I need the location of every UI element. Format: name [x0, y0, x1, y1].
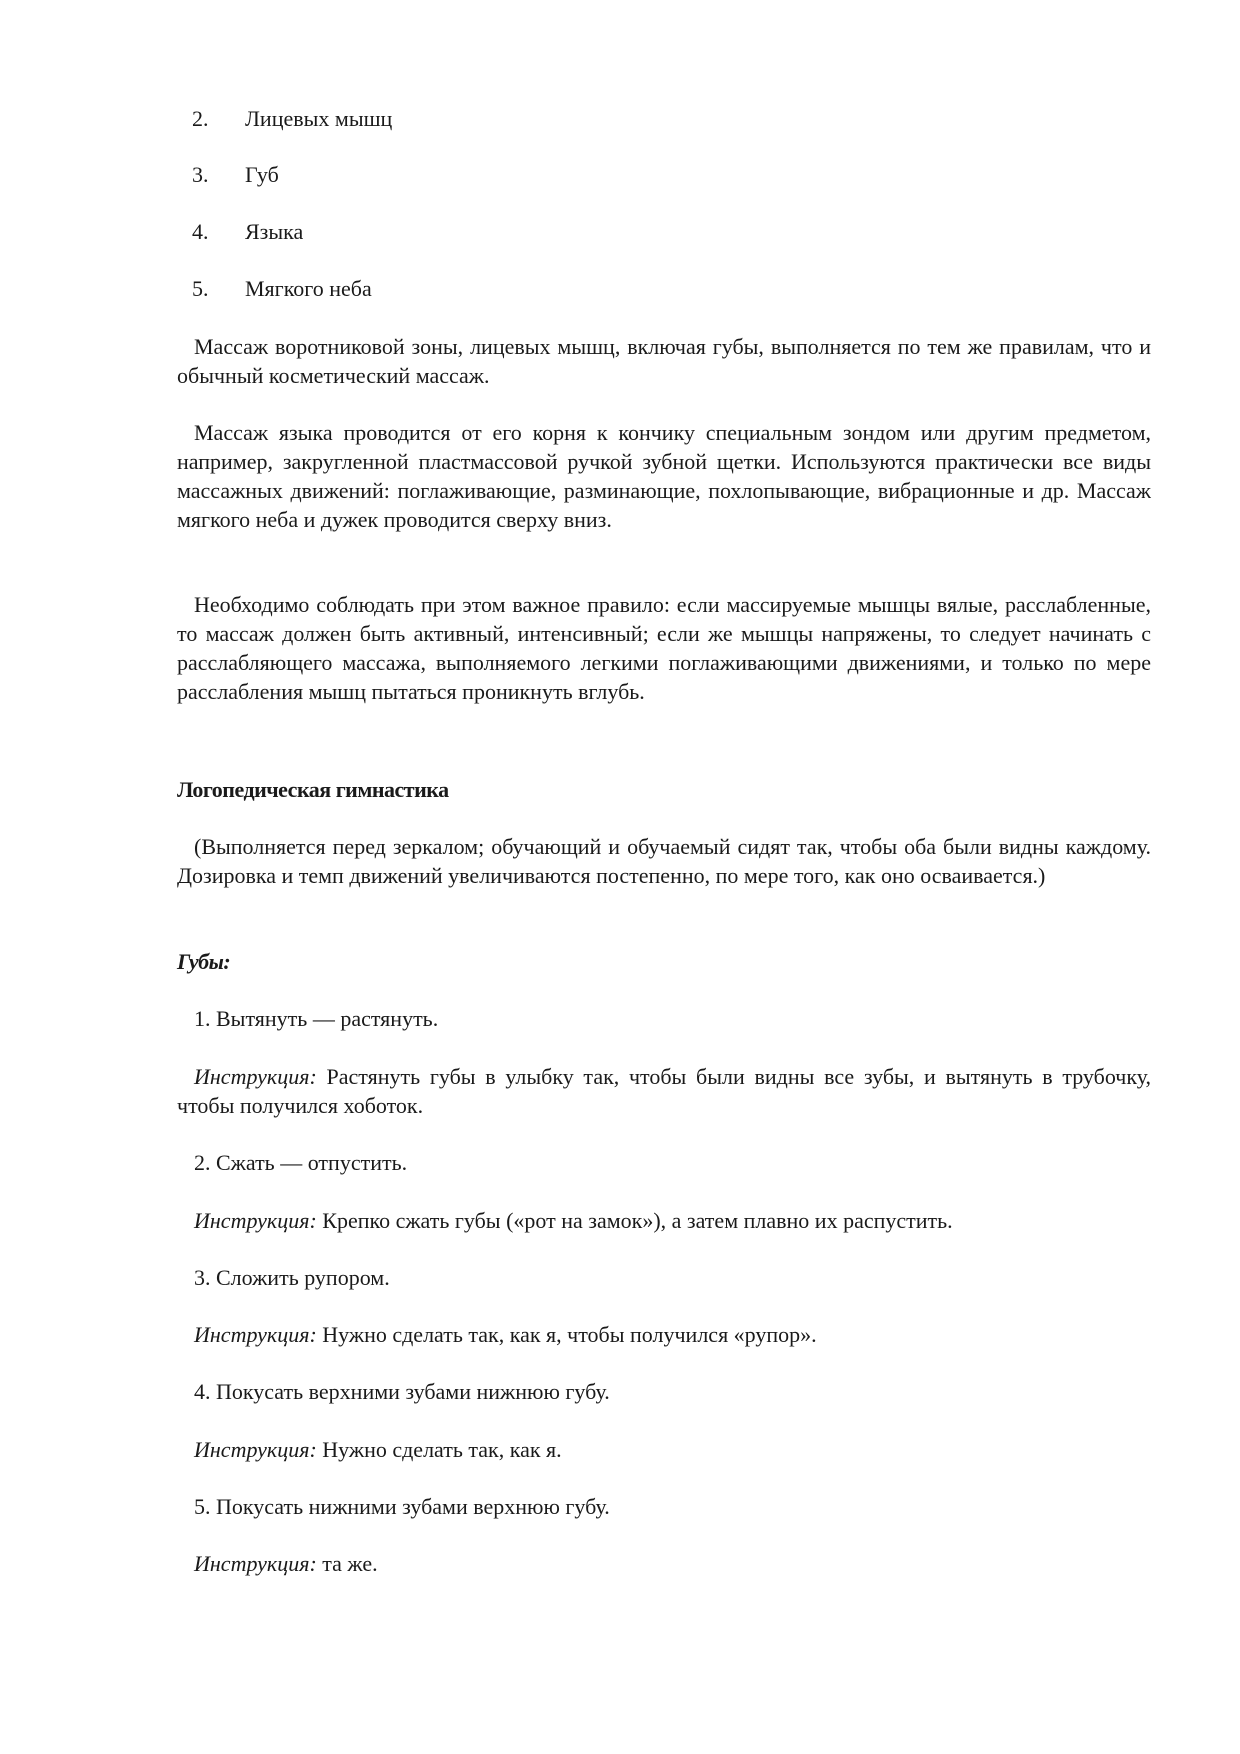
list-item-label: Языка	[245, 219, 304, 244]
instruction-text: Нужно сделать так, как я.	[322, 1437, 562, 1462]
section-heading: Логопедическая гимнастика	[177, 777, 449, 802]
subsection-heading: Губы:	[177, 949, 231, 974]
instruction-label: Инструкция:	[194, 1437, 317, 1462]
instruction-label: Инструкция:	[194, 1064, 317, 1089]
paragraph-massage-rule: Необходимо соблюдать при этом важное правило: если массируемые мышцы вялые, расслабленные, то массаж должен быть активный, интенсивный; если же мышцы напряжены, то следует начинать с расслабляющего массажа, выполняемого легкими поглаживающими движениями, и только по мере расслабления мышц пытаться проникнуть вглубь.	[177, 592, 1151, 704]
exercise-title: 4. Покусать верхними зубами нижнюю губу.	[194, 1379, 610, 1404]
exercise-instruction	[194, 1549, 378, 1578]
exercise-title: 1. Вытянуть — растянуть.	[194, 1006, 439, 1031]
instruction-text: та же.	[322, 1551, 378, 1576]
exercise-title: 5. Покусать нижними зубами верхнюю губу.	[194, 1494, 610, 1519]
exercise-instruction	[194, 1320, 817, 1349]
exercise-instruction	[194, 1435, 562, 1464]
section-intro: (Выполняется перед зеркалом; обучающий и обучаемый сидят так, чтобы оба были видны каждому. Дозировка и темп движений увеличиваются постепенно, по мере того, как оно осваивается.)	[177, 834, 1151, 888]
exercise-instruction	[177, 1062, 1151, 1120]
list-item-label: Губ	[245, 162, 279, 187]
paragraph-massage-collar: Массаж воротниковой зоны, лицевых мышц, включая губы, выполняется по тем же правилам, что и обычный косметический массаж.	[177, 334, 1151, 388]
instruction-text: Крепко сжать губы («рот на замок»), а затем плавно их распустить.	[322, 1208, 953, 1233]
exercise-title: 2. Сжать — отпустить.	[194, 1150, 408, 1175]
exercise-title: 3. Сложить рупором.	[194, 1265, 390, 1290]
instruction-text: Нужно сделать так, как я, чтобы получился «рупор».	[322, 1322, 817, 1347]
list-item-number: 3.	[192, 162, 209, 187]
instruction-text: Растянуть губы в улыбку так, чтобы были видны все зубы, и вытянуть в трубочку, чтобы получился хоботок.	[177, 1064, 1151, 1118]
paragraph-massage-tongue: Массаж языка проводится от его корня к кончику специальным зондом или другим предметом, например, закругленной пластмассовой ручкой зубной щетки. Используются практически все виды массажных движений: поглаживающие, разминающие, похлопывающие, вибрационные и др. Массаж мягкого неба и дужек проводится сверху вниз.	[177, 420, 1151, 532]
instruction-label: Инструкция:	[194, 1322, 317, 1347]
instruction-label: Инструкция:	[194, 1551, 317, 1576]
list-item-number: 5.	[192, 276, 209, 301]
exercise-instruction	[194, 1206, 953, 1235]
list-item-label: Лицевых мышц	[245, 106, 393, 131]
list-item-number: 4.	[192, 219, 209, 244]
list-item-number: 2.	[192, 106, 209, 131]
instruction-label: Инструкция:	[194, 1208, 317, 1233]
list-item-label: Мягкого неба	[245, 276, 372, 301]
